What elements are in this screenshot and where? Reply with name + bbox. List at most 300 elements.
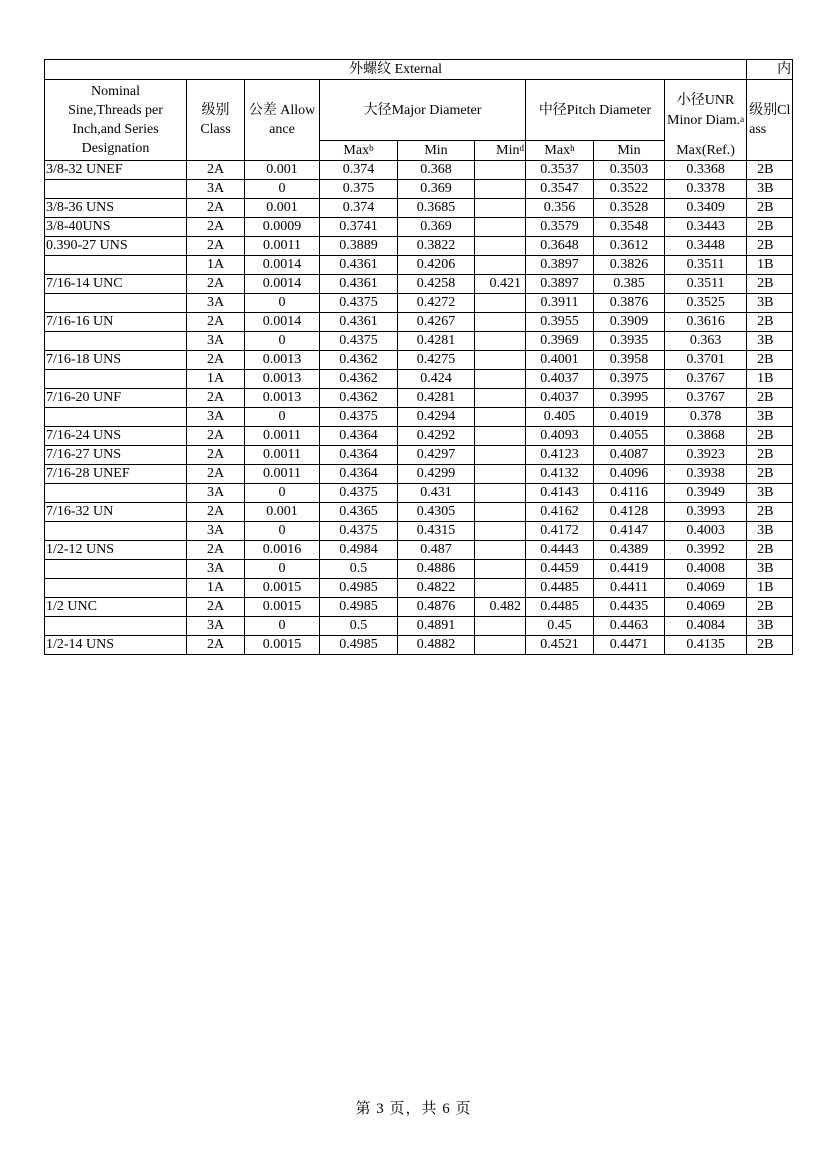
major-min-d-cell xyxy=(475,389,526,408)
minor-diameter-header: 小径UNR Minor Diam.$^a$ xyxy=(665,80,747,141)
major-max-cell: 0.4985 xyxy=(320,579,398,598)
allowance-cell: 0.001 xyxy=(245,161,320,180)
class-cell: 2A xyxy=(187,313,245,332)
class-cell: 2A xyxy=(187,446,245,465)
class-cell: 1A xyxy=(187,370,245,389)
major-min-cell: 0.4206 xyxy=(398,256,475,275)
major-max-header: Max$^b$ xyxy=(320,141,398,161)
major-max-cell: 0.5 xyxy=(320,560,398,579)
table-row xyxy=(45,161,793,180)
pitch-min-cell: 0.3909 xyxy=(594,313,665,332)
class-cell: 3A xyxy=(187,294,245,313)
internal-class-cell: 2B xyxy=(747,161,793,180)
table-row xyxy=(45,389,793,408)
class-cell: 3A xyxy=(187,408,245,427)
pitch-max-cell: 0.3547 xyxy=(526,180,594,199)
major-min-cell: 0.4258 xyxy=(398,275,475,294)
major-max-cell: 0.5 xyxy=(320,617,398,636)
pitch-max-cell: 0.3897 xyxy=(526,275,594,294)
internal-class-cell: 3B xyxy=(747,522,793,541)
table-row xyxy=(45,313,793,332)
major-max-cell: 0.4375 xyxy=(320,522,398,541)
pitch-min-cell: 0.3876 xyxy=(594,294,665,313)
class-cell: 2A xyxy=(187,351,245,370)
major-min-d-cell xyxy=(475,541,526,560)
pitch-max-cell: 0.3537 xyxy=(526,161,594,180)
minor-cell: 0.4003 xyxy=(665,522,747,541)
major-min-d-cell xyxy=(475,237,526,256)
internal-class-cell: 2B xyxy=(747,465,793,484)
pitch-min-cell: 0.385 xyxy=(594,275,665,294)
pitch-max-cell: 0.4123 xyxy=(526,446,594,465)
major-max-cell: 0.4375 xyxy=(320,294,398,313)
major-min-cell: 0.4294 xyxy=(398,408,475,427)
major-min-d-cell xyxy=(475,522,526,541)
allowance-cell: 0.0011 xyxy=(245,427,320,446)
allowance-cell: 0 xyxy=(245,560,320,579)
pitch-min-cell: 0.4019 xyxy=(594,408,665,427)
allowance-cell: 0.0014 xyxy=(245,275,320,294)
minor-max-ref-header: Max(Ref.) xyxy=(665,141,747,161)
table-row xyxy=(45,256,793,275)
table-row xyxy=(45,465,793,484)
major-min-cell: 0.4876 xyxy=(398,598,475,617)
major-max-cell: 0.4365 xyxy=(320,503,398,522)
internal-class-cell: 2B xyxy=(747,598,793,617)
major-max-cell: 0.4364 xyxy=(320,446,398,465)
minor-cell: 0.4084 xyxy=(665,617,747,636)
pitch-max-cell: 0.3911 xyxy=(526,294,594,313)
designation-cell xyxy=(45,617,187,636)
major-min-header: Min xyxy=(398,141,475,161)
internal-class-cell: 3B xyxy=(747,332,793,351)
allowance-cell: 0 xyxy=(245,294,320,313)
class-cell: 2A xyxy=(187,275,245,294)
major-min-d-cell xyxy=(475,180,526,199)
major-min-d-cell xyxy=(475,427,526,446)
table-row xyxy=(45,180,793,199)
designation-cell xyxy=(45,560,187,579)
table-row xyxy=(45,427,793,446)
internal-class-cell: 2B xyxy=(747,199,793,218)
pitch-min-cell: 0.4087 xyxy=(594,446,665,465)
minor-cell: 0.4135 xyxy=(665,636,747,655)
class-cell: 3A xyxy=(187,332,245,351)
pitch-max-cell: 0.3969 xyxy=(526,332,594,351)
table-row xyxy=(45,484,793,503)
designation-cell: 7/16-28 UNEF xyxy=(45,465,187,484)
allowance-cell: 0.0009 xyxy=(245,218,320,237)
pitch-min-cell: 0.4147 xyxy=(594,522,665,541)
allowance-cell: 0.0015 xyxy=(245,636,320,655)
allowance-cell: 0.0016 xyxy=(245,541,320,560)
major-min-cell: 0.4297 xyxy=(398,446,475,465)
major-diameter-header: 大径Major Diameter xyxy=(320,80,526,141)
external-section-title: 外螺纹 External xyxy=(45,60,747,80)
class-cell: 2A xyxy=(187,598,245,617)
major-max-cell: 0.4361 xyxy=(320,256,398,275)
major-min-cell: 0.4272 xyxy=(398,294,475,313)
internal-class-cell: 2B xyxy=(747,427,793,446)
major-min-cell: 0.369 xyxy=(398,180,475,199)
major-min-cell: 0.4315 xyxy=(398,522,475,541)
minor-cell: 0.3767 xyxy=(665,370,747,389)
table-row xyxy=(45,294,793,313)
pitch-max-cell: 0.4001 xyxy=(526,351,594,370)
table-row xyxy=(45,446,793,465)
pitch-min-cell: 0.4471 xyxy=(594,636,665,655)
pitch-max-cell: 0.4132 xyxy=(526,465,594,484)
internal-class-cell: 3B xyxy=(747,617,793,636)
major-min-d-cell xyxy=(475,503,526,522)
pitch-min-cell: 0.4055 xyxy=(594,427,665,446)
internal-class-cell: 2B xyxy=(747,218,793,237)
thread-table xyxy=(44,59,793,655)
pitch-min-cell: 0.3958 xyxy=(594,351,665,370)
major-min-cell: 0.4281 xyxy=(398,332,475,351)
class-cell: 3A xyxy=(187,180,245,199)
internal-class-cell: 2B xyxy=(747,503,793,522)
section-header-row xyxy=(45,60,793,80)
pitch-min-cell: 0.3522 xyxy=(594,180,665,199)
allowance-cell: 0.0011 xyxy=(245,446,320,465)
designation-cell xyxy=(45,180,187,199)
pitch-min-cell: 0.4389 xyxy=(594,541,665,560)
major-min-cell: 0.4822 xyxy=(398,579,475,598)
minor-cell: 0.3409 xyxy=(665,199,747,218)
major-max-cell: 0.4364 xyxy=(320,427,398,446)
allowance-cell: 0 xyxy=(245,408,320,427)
minor-cell: 0.3511 xyxy=(665,275,747,294)
designation-cell: 7/16-18 UNS xyxy=(45,351,187,370)
internal-class-cell: 2B xyxy=(747,237,793,256)
internal-class-cell: 2B xyxy=(747,389,793,408)
pitch-max-cell: 0.3648 xyxy=(526,237,594,256)
internal-class-cell: 2B xyxy=(747,313,793,332)
major-min-d-cell xyxy=(475,560,526,579)
pitch-max-cell: 0.4037 xyxy=(526,389,594,408)
allowance-cell: 0 xyxy=(245,332,320,351)
table-row xyxy=(45,503,793,522)
major-max-cell: 0.4362 xyxy=(320,370,398,389)
designation-cell: 1/2-14 UNS xyxy=(45,636,187,655)
internal-class-cell: 1B xyxy=(747,370,793,389)
table-row xyxy=(45,237,793,256)
major-max-cell: 0.4362 xyxy=(320,351,398,370)
major-max-cell: 0.4375 xyxy=(320,408,398,427)
major-max-cell: 0.375 xyxy=(320,180,398,199)
internal-class-cell: 3B xyxy=(747,484,793,503)
major-min-cell: 0.4299 xyxy=(398,465,475,484)
designation-cell xyxy=(45,294,187,313)
major-min-d-cell xyxy=(475,446,526,465)
table-row xyxy=(45,199,793,218)
internal-class-cell: 3B xyxy=(747,408,793,427)
minor-cell: 0.3923 xyxy=(665,446,747,465)
allowance-cell: 0.0014 xyxy=(245,313,320,332)
allowance-header: 公差 Allowance xyxy=(245,80,320,161)
pitch-min-cell: 0.4128 xyxy=(594,503,665,522)
pitch-max-cell: 0.4521 xyxy=(526,636,594,655)
pitch-max-cell: 0.4485 xyxy=(526,598,594,617)
pitch-max-cell: 0.3955 xyxy=(526,313,594,332)
page-footer: 第 3 页，共 6 页 xyxy=(355,1101,472,1117)
allowance-cell: 0.0011 xyxy=(245,465,320,484)
major-min-cell: 0.4886 xyxy=(398,560,475,579)
internal-class-cell: 1B xyxy=(747,579,793,598)
pitch-min-cell: 0.3503 xyxy=(594,161,665,180)
class-cell: 3A xyxy=(187,560,245,579)
minor-cell: 0.3368 xyxy=(665,161,747,180)
pitch-min-cell: 0.4419 xyxy=(594,560,665,579)
class-cell: 3A xyxy=(187,617,245,636)
pitch-min-cell: 0.4435 xyxy=(594,598,665,617)
pitch-min-cell: 0.4411 xyxy=(594,579,665,598)
major-max-cell: 0.374 xyxy=(320,199,398,218)
major-min-cell: 0.368 xyxy=(398,161,475,180)
allowance-cell: 0.0013 xyxy=(245,389,320,408)
pitch-max-cell: 0.405 xyxy=(526,408,594,427)
major-max-cell: 0.4361 xyxy=(320,275,398,294)
allowance-cell: 0 xyxy=(245,484,320,503)
internal-class-cell: 2B xyxy=(747,275,793,294)
class-cell: 2A xyxy=(187,503,245,522)
internal-class-cell: 3B xyxy=(747,560,793,579)
table-row xyxy=(45,598,793,617)
designation-cell: 7/16-24 UNS xyxy=(45,427,187,446)
pitch-min-cell: 0.3935 xyxy=(594,332,665,351)
major-max-cell: 0.4362 xyxy=(320,389,398,408)
minor-cell: 0.3378 xyxy=(665,180,747,199)
table-row xyxy=(45,332,793,351)
major-min-d-cell xyxy=(475,465,526,484)
major-min-d-cell xyxy=(475,579,526,598)
designation-cell: 1/2-12 UNS xyxy=(45,541,187,560)
major-min-d-cell xyxy=(475,313,526,332)
allowance-cell: 0.0011 xyxy=(245,237,320,256)
pitch-min-cell: 0.3612 xyxy=(594,237,665,256)
designation-cell: 1/2 UNC xyxy=(45,598,187,617)
major-min-d-cell xyxy=(475,617,526,636)
major-max-cell: 0.4364 xyxy=(320,465,398,484)
designation-cell: 7/16-16 UN xyxy=(45,313,187,332)
major-max-cell: 0.4375 xyxy=(320,332,398,351)
major-min-d-cell xyxy=(475,294,526,313)
allowance-cell: 0.0013 xyxy=(245,370,320,389)
class-cell: 1A xyxy=(187,256,245,275)
pitch-max-header: Max$^h$ xyxy=(526,141,594,161)
major-min-d-cell xyxy=(475,636,526,655)
table-row xyxy=(45,636,793,655)
major-min-d-cell xyxy=(475,370,526,389)
class-cell: 2A xyxy=(187,199,245,218)
internal-class-cell: 3B xyxy=(747,294,793,313)
class-cell: 2A xyxy=(187,389,245,408)
table-row xyxy=(45,522,793,541)
pitch-diameter-header: 中径Pitch Diameter xyxy=(526,80,665,141)
minor-cell: 0.3992 xyxy=(665,541,747,560)
major-min-d-cell xyxy=(475,332,526,351)
pitch-max-cell: 0.4093 xyxy=(526,427,594,446)
major-min-cell: 0.3822 xyxy=(398,237,475,256)
pitch-min-header: Min xyxy=(594,141,665,161)
minor-cell: 0.4069 xyxy=(665,598,747,617)
allowance-cell: 0 xyxy=(245,522,320,541)
major-min-cell: 0.369 xyxy=(398,218,475,237)
pitch-max-cell: 0.45 xyxy=(526,617,594,636)
minor-cell: 0.3443 xyxy=(665,218,747,237)
designation-cell: 7/16-20 UNF xyxy=(45,389,187,408)
pitch-max-cell: 0.4485 xyxy=(526,579,594,598)
allowance-cell: 0.0014 xyxy=(245,256,320,275)
major-min-d-cell xyxy=(475,351,526,370)
class-header: 级别 Class xyxy=(187,80,245,161)
major-min-d-cell xyxy=(475,256,526,275)
class-cell: 2A xyxy=(187,636,245,655)
major-min-cell: 0.4891 xyxy=(398,617,475,636)
table-row xyxy=(45,617,793,636)
major-min-d-cell: 0.482 xyxy=(475,598,526,617)
major-min-d-cell xyxy=(475,484,526,503)
minor-cell: 0.3616 xyxy=(665,313,747,332)
table-row xyxy=(45,351,793,370)
minor-cell: 0.378 xyxy=(665,408,747,427)
major-min-cell: 0.4305 xyxy=(398,503,475,522)
minor-cell: 0.3949 xyxy=(665,484,747,503)
internal-class-cell: 1B xyxy=(747,256,793,275)
major-max-cell: 0.3889 xyxy=(320,237,398,256)
class-cell: 2A xyxy=(187,161,245,180)
pitch-min-cell: 0.3975 xyxy=(594,370,665,389)
major-max-cell: 0.374 xyxy=(320,161,398,180)
pitch-max-cell: 0.4459 xyxy=(526,560,594,579)
allowance-cell: 0 xyxy=(245,180,320,199)
designation-cell xyxy=(45,332,187,351)
pitch-max-cell: 0.4443 xyxy=(526,541,594,560)
major-min-cell: 0.4281 xyxy=(398,389,475,408)
minor-cell: 0.363 xyxy=(665,332,747,351)
class-cell: 2A xyxy=(187,218,245,237)
class-cell: 3A xyxy=(187,484,245,503)
major-min-cell: 0.4267 xyxy=(398,313,475,332)
class-cell: 2A xyxy=(187,427,245,446)
minor-cell: 0.3868 xyxy=(665,427,747,446)
internal-class-cell: 3B xyxy=(747,180,793,199)
pitch-min-cell: 0.3826 xyxy=(594,256,665,275)
major-min-d-cell xyxy=(475,218,526,237)
table-row xyxy=(45,560,793,579)
pitch-max-cell: 0.4162 xyxy=(526,503,594,522)
designation-cell xyxy=(45,370,187,389)
allowance-cell: 0 xyxy=(245,617,320,636)
minor-cell: 0.3767 xyxy=(665,389,747,408)
major-min-cell: 0.424 xyxy=(398,370,475,389)
internal-class-cell: 2B xyxy=(747,351,793,370)
allowance-cell: 0.0015 xyxy=(245,579,320,598)
pitch-min-cell: 0.3528 xyxy=(594,199,665,218)
class-cell: 2A xyxy=(187,465,245,484)
allowance-cell: 0.001 xyxy=(245,199,320,218)
major-min-cell: 0.487 xyxy=(398,541,475,560)
designation-cell: 7/16-32 UN xyxy=(45,503,187,522)
pitch-min-cell: 0.4463 xyxy=(594,617,665,636)
designation-header: Nominal Sine,Threads per Inch,and Series Designation xyxy=(45,80,187,161)
major-min-d-cell xyxy=(475,161,526,180)
class-cell: 2A xyxy=(187,237,245,256)
column-header-row xyxy=(45,80,793,141)
major-min-d-cell xyxy=(475,408,526,427)
major-max-cell: 0.3741 xyxy=(320,218,398,237)
designation-cell: 0.390-27 UNS xyxy=(45,237,187,256)
major-max-cell: 0.4985 xyxy=(320,636,398,655)
pitch-max-cell: 0.3897 xyxy=(526,256,594,275)
table-row xyxy=(45,275,793,294)
major-max-cell: 0.4984 xyxy=(320,541,398,560)
major-min-d-header: Min$^d$ xyxy=(475,141,526,161)
pitch-min-cell: 0.4096 xyxy=(594,465,665,484)
allowance-cell: 0.0015 xyxy=(245,598,320,617)
pitch-max-cell: 0.4037 xyxy=(526,370,594,389)
class-cell: 1A xyxy=(187,579,245,598)
internal-class-header: 级别Class xyxy=(747,80,793,161)
major-min-d-cell xyxy=(475,199,526,218)
major-min-cell: 0.4882 xyxy=(398,636,475,655)
internal-section-title: 内 xyxy=(747,60,793,80)
table-row xyxy=(45,218,793,237)
major-min-d-cell: 0.421 xyxy=(475,275,526,294)
pitch-min-cell: 0.4116 xyxy=(594,484,665,503)
minor-cell: 0.3993 xyxy=(665,503,747,522)
minor-cell: 0.4069 xyxy=(665,579,747,598)
internal-class-cell: 2B xyxy=(747,541,793,560)
designation-cell xyxy=(45,522,187,541)
table-row xyxy=(45,370,793,389)
designation-cell xyxy=(45,579,187,598)
pitch-min-cell: 0.3548 xyxy=(594,218,665,237)
pitch-max-cell: 0.4143 xyxy=(526,484,594,503)
minor-cell: 0.3511 xyxy=(665,256,747,275)
pitch-max-cell: 0.3579 xyxy=(526,218,594,237)
table-row xyxy=(45,579,793,598)
class-cell: 2A xyxy=(187,541,245,560)
designation-cell: 3/8-36 UNS xyxy=(45,199,187,218)
major-max-cell: 0.4985 xyxy=(320,598,398,617)
major-min-cell: 0.431 xyxy=(398,484,475,503)
minor-cell: 0.3701 xyxy=(665,351,747,370)
allowance-cell: 0.001 xyxy=(245,503,320,522)
thread-data-sheet xyxy=(44,59,792,689)
table-row xyxy=(45,541,793,560)
major-max-cell: 0.4375 xyxy=(320,484,398,503)
designation-cell: 7/16-27 UNS xyxy=(45,446,187,465)
designation-cell xyxy=(45,256,187,275)
internal-class-cell: 2B xyxy=(747,446,793,465)
table-row xyxy=(45,408,793,427)
designation-cell xyxy=(45,408,187,427)
major-min-cell: 0.4275 xyxy=(398,351,475,370)
pitch-min-cell: 0.3995 xyxy=(594,389,665,408)
minor-cell: 0.4008 xyxy=(665,560,747,579)
class-cell: 3A xyxy=(187,522,245,541)
minor-cell: 0.3938 xyxy=(665,465,747,484)
allowance-cell: 0.0013 xyxy=(245,351,320,370)
minor-cell: 0.3448 xyxy=(665,237,747,256)
designation-cell: 3/8-40UNS xyxy=(45,218,187,237)
pitch-max-cell: 0.4172 xyxy=(526,522,594,541)
major-min-cell: 0.3685 xyxy=(398,199,475,218)
major-max-cell: 0.4361 xyxy=(320,313,398,332)
designation-cell xyxy=(45,484,187,503)
